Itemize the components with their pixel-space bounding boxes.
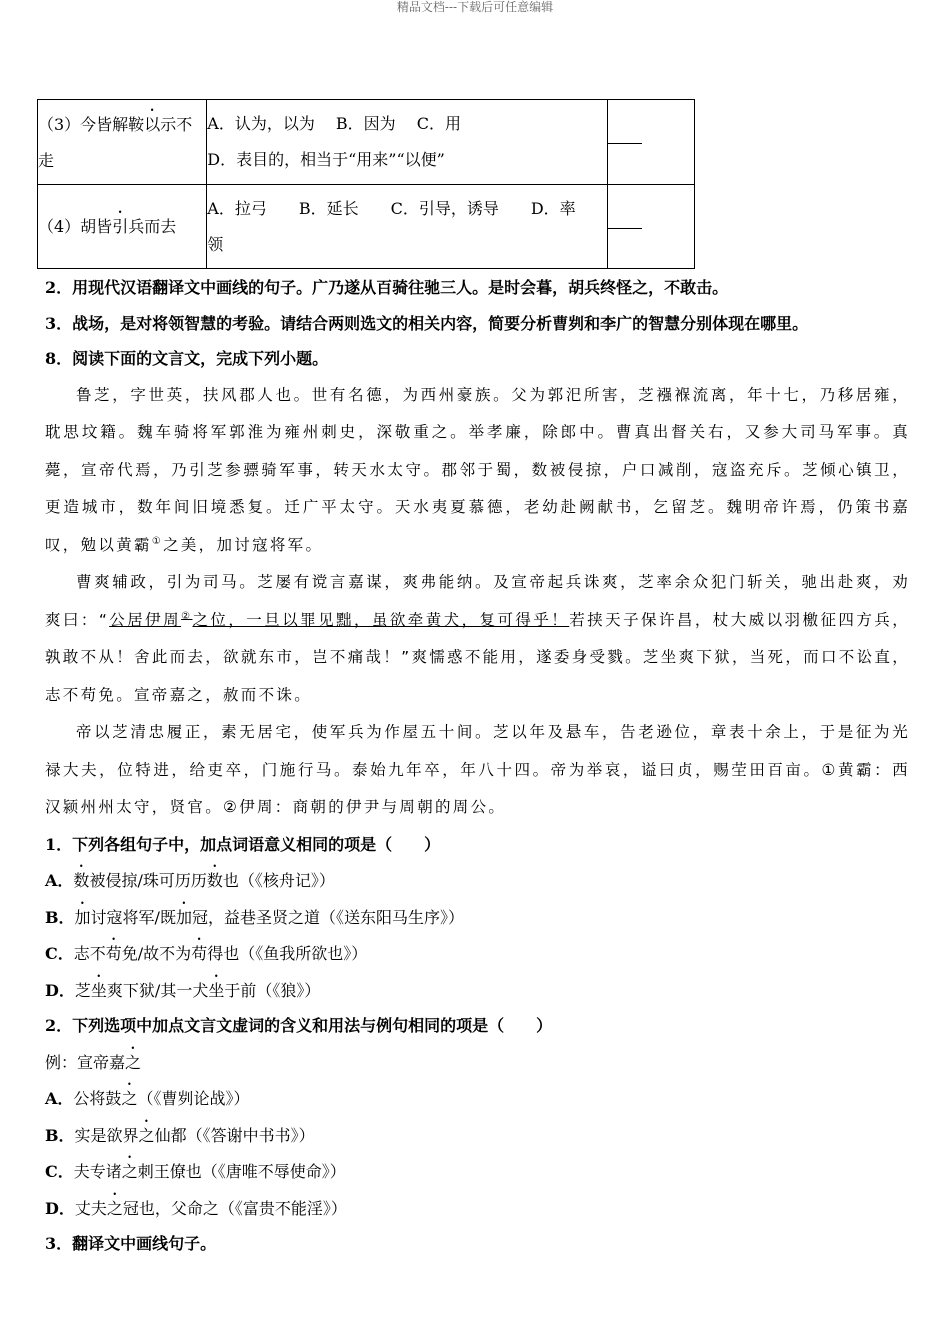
option-text: 于前（《狼》） <box>224 980 321 1000</box>
option-text: 得也（《鱼我所欲也》） <box>207 944 368 963</box>
options-line: A．认为，以为 B．因为 C．用 <box>207 114 462 133</box>
dotted-word: 苟 <box>191 944 208 963</box>
table-options-cell <box>207 100 608 185</box>
option-text: 被侵掠/珠可历历 <box>89 871 207 890</box>
question-2: 2．用现代汉语翻译文中画线的句子。广乃遂从百骑往驰三人。是时会暮，胡兵终怪之，不敢击。 <box>45 278 729 297</box>
options-line: A．拉弓 B．延长 C．引导，诱导 D．率 <box>207 198 576 218</box>
option-b[interactable] <box>45 899 910 936</box>
dotted-word: 加 <box>74 907 91 927</box>
option-label: C． <box>45 944 74 963</box>
passage-text: 曹爽辅政，引为司马。芝屡有谠言嘉谋，爽弗能纳。及宣帝起兵诛爽，芝率余众犯门斩关，驰出赴爽，劝爽曰：“ <box>45 573 910 629</box>
option-text: 芝 <box>74 980 91 1000</box>
answer-blank[interactable] <box>608 142 642 144</box>
option-label: D． <box>45 980 75 1000</box>
document-body <box>45 270 910 1262</box>
option-text: 公将鼓 <box>73 1089 122 1108</box>
dotted-word: 数 <box>73 871 90 890</box>
passage-text: 鲁芝，字世英，扶风郡人也。世有名德，为西州豪族。父为郭汜所害，芝襁褓流离，年十七，乃移居雍，耽思坟籍。魏车骑将军郭淮为雍州刺史，深敬重之。举孝廉，除郎中。曹真出督关右，又参大司马军事。真薨，宣帝代焉，乃引芝参骠骑军事，转天水太守。郡邻于蜀，数被侵掠，户口减削，寇盗充斥。芝倾心镇卫，更造城市，数年间旧境悉复。迁广平太守。天水夷夏慕德，老幼赴阙献书，乞留芝。魏明帝许焉，仍策书嘉叹，勉以黄霸 <box>45 385 910 554</box>
option-text: 夫专诸 <box>73 1162 122 1181</box>
underlined-sentence: 之位，一旦以罪见黜，虽欲牵黄犬，复可得乎！ <box>192 610 570 629</box>
example-sentence <box>45 1044 910 1081</box>
options-line: 领 <box>207 234 224 254</box>
option-label: C． <box>45 1162 74 1181</box>
option-a[interactable] <box>45 1080 910 1117</box>
option-text: 免/故不为 <box>121 944 192 963</box>
option-label: B． <box>45 907 75 927</box>
option-text: 丈夫 <box>74 1198 107 1218</box>
footnote-marker: ① <box>151 535 164 547</box>
question-3: 3．战场，是对将领智慧的考验。请结合两则选文的相关内容，简要分析曹刿和李广的智慧分别体现在哪里。 <box>45 313 809 333</box>
sub-question-3-stem: 3．翻译文中画线句子。 <box>45 1234 217 1253</box>
dotted-word: 数 <box>206 871 223 890</box>
option-text: 冠，益巷圣贤之道（《送东阳马生序》） <box>191 907 464 927</box>
passage-text: 若挟天子保许昌，杖大威以羽檄征四方兵，孰敢不从！舍此而去，欲就东市，岂不痛哉！”爽懦惑不能用，遂委身受戮。芝坐爽下狱，当死，而口不讼直，志不苟免。宣帝嘉之，赦而不诛。 <box>45 610 911 704</box>
option-text: 刺王僚也（《唐唯不辱使命》） <box>137 1162 346 1181</box>
dotted-word: 之 <box>138 1125 155 1145</box>
question-table <box>37 99 695 269</box>
option-label: D． <box>45 1198 75 1218</box>
dotted-word: 加 <box>175 907 192 927</box>
underlined-sentence: 公居伊周 <box>109 610 182 629</box>
passage-paragraph-1 <box>45 377 910 565</box>
example-text: 例：宣帝嘉 <box>45 1052 126 1072</box>
table-sentence-cell <box>38 100 207 185</box>
option-text: （《曹刿论战》） <box>137 1089 250 1108</box>
dotted-word: 之 <box>125 1052 142 1072</box>
footnote-marker: ② <box>181 610 193 622</box>
option-d[interactable] <box>45 1190 910 1227</box>
option-b[interactable] <box>45 1117 910 1154</box>
dotted-word: 之 <box>106 1198 123 1218</box>
passage-text: 之美，加讨寇将军。 <box>163 535 324 554</box>
option-c[interactable] <box>45 935 910 972</box>
sub-question-1-stem: 1．下列各组句子中，加点词语意义相同的项是（ ） <box>45 834 441 854</box>
option-a[interactable] <box>45 862 910 899</box>
dotted-word: 坐 <box>90 980 107 1000</box>
question-8: 8．阅读下面的文言文，完成下列小题。 <box>45 349 329 368</box>
options-line: D．表目的，相当于“用来”“以便” <box>207 150 445 169</box>
table-row <box>38 100 695 185</box>
option-label: B． <box>45 1125 75 1145</box>
sentence-text: 兵而去 <box>128 217 177 236</box>
option-text: 仙都（《答谢中书书》） <box>154 1125 315 1145</box>
passage-paragraph-3: 帝以芝清忠履正，素无居宅，使军兵为作屋五十间。芝以年及悬车，告老逊位，章表十余上，于是征为光禄大夫，位特进，给吏卒，门施行马。泰始九年卒，年八十四。帝为举哀，谥曰贞，赐茔田百亩。①黄霸：西汉颍州州太守，贤官。②伊周：商朝的伊尹与周朝的周公。 <box>45 723 910 816</box>
option-text: 讨寇将军/既 <box>90 907 176 927</box>
sub-question-2-stem: 2．下列选项中加点文言文虚词的含义和用法与例句相同的项是（ ） <box>45 1016 553 1035</box>
option-text: 冠也，父命之（《富贵不能淫》） <box>122 1198 347 1218</box>
option-text: 爽下狱/其一犬 <box>106 980 209 1000</box>
answer-blank-cell[interactable] <box>608 100 695 185</box>
sentence-text: （3）今皆解鞍 <box>38 114 145 134</box>
sentence-text: （4）胡皆 <box>38 217 113 236</box>
answer-blank[interactable] <box>608 227 642 229</box>
dotted-word: 引 <box>112 217 129 236</box>
option-label: A． <box>45 1089 74 1108</box>
dotted-word: 之 <box>121 1089 138 1108</box>
dotted-word: 以 <box>144 114 161 134</box>
sentence-text: 示不走 <box>38 114 193 170</box>
option-text: 志不 <box>73 944 106 963</box>
table-sentence-cell <box>38 185 207 269</box>
passage-paragraph-2 <box>45 564 910 714</box>
option-label: A． <box>45 871 74 890</box>
option-c[interactable] <box>45 1153 910 1190</box>
dotted-word: 之 <box>121 1162 138 1181</box>
table-options-cell <box>207 185 608 269</box>
option-text: 也（《核舟记》） <box>222 871 335 890</box>
option-d[interactable] <box>45 972 910 1009</box>
table-row <box>38 185 695 269</box>
answer-blank-cell[interactable] <box>608 185 695 269</box>
header-note: 精品文档---下载后可任意编辑 <box>396 0 554 14</box>
dotted-word: 坐 <box>208 980 225 1000</box>
option-text: 实是欲界 <box>74 1125 139 1145</box>
dotted-word: 苟 <box>105 944 122 963</box>
